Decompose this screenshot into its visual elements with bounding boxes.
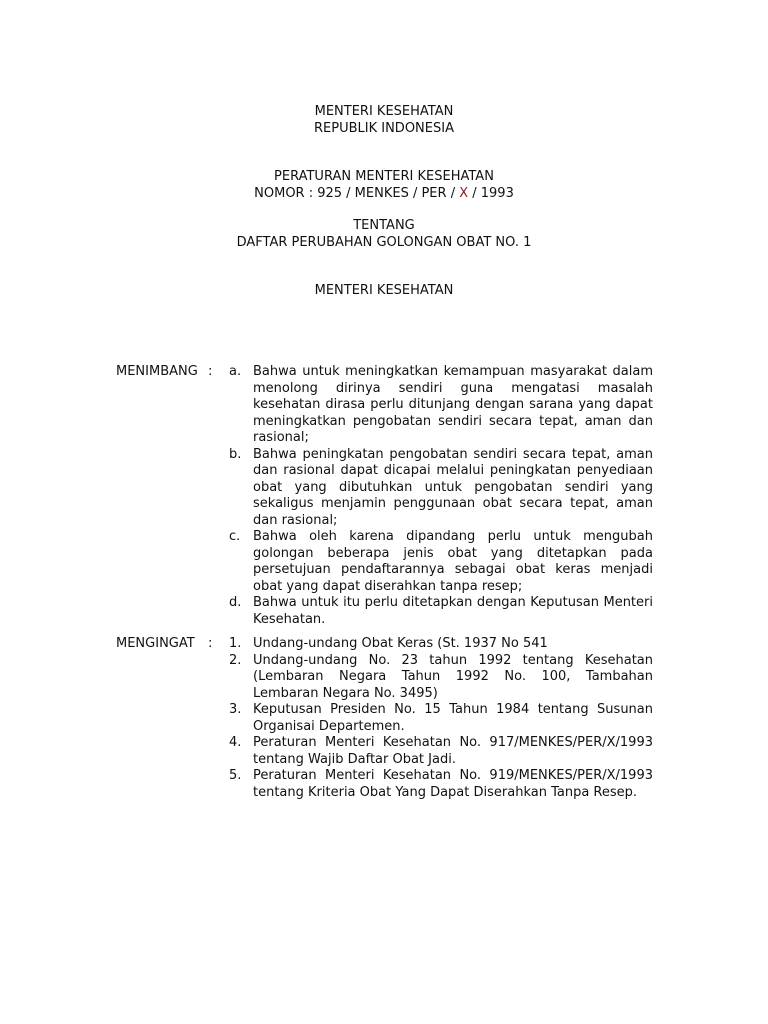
list-item-text: Bahwa untuk itu perlu ditetapkan dengan Keputusan Menteri Kesehatan. — [253, 595, 653, 627]
list-item-marker: 1. — [229, 636, 242, 651]
subject-heading — [0, 218, 768, 251]
ministry-title: MENTERI KESEHATAN — [314, 104, 454, 119]
about-label: TENTANG — [353, 218, 415, 233]
regulation-subject: DAFTAR PERUBAHAN GOLONGAN OBAT NO. 1 — [236, 234, 532, 250]
list-item — [229, 735, 653, 768]
menimbang-list — [229, 364, 653, 628]
menimbang-label: MENIMBANG — [116, 364, 198, 379]
regulation-heading — [0, 169, 768, 202]
regulation-number — [0, 186, 768, 203]
list-item-marker: d. — [229, 595, 242, 610]
mengingat-list — [229, 636, 653, 801]
list-item-text: Bahwa peningkatan pengobatan sendiri secara tepat, aman dan rasional dapat dicapai melalui peningkatan penyediaan obat yang dibutuhkan untuk pengobatan sendiri yang sekaligus menjamin penggunaan obat secara tepat, aman dan rasional; — [253, 446, 653, 528]
regulation-number-prefix: NOMOR : 925 / MENKES / PER / — [254, 185, 460, 201]
list-item-text: Keputusan Presiden No. 15 Tahun 1984 tentang Susunan Organisai Departemen. — [253, 702, 653, 734]
country-title: REPUBLIK INDONESIA — [314, 120, 454, 136]
list-item — [229, 702, 653, 735]
list-item — [229, 636, 653, 653]
mengingat-colon: : — [208, 636, 213, 651]
list-item-text: Peraturan Menteri Kesehatan No. 917/MENKES/PER/X/1993 tentang Wajib Daftar Obat Jadi. — [253, 735, 653, 767]
regulation-title: PERATURAN MENTERI KESEHATAN — [274, 169, 494, 184]
list-item-marker: c. — [229, 529, 241, 544]
list-item-marker: 4. — [229, 735, 242, 750]
list-item-text: Bahwa oleh karena dipandang perlu untuk mengubah golongan beberapa jenis obat yang ditetapkan pada persetujuan pendaftarannya sebagai obat keras menjadi obat yang dapat diserahkan tanpa resep; — [253, 529, 653, 594]
list-item-marker: 2. — [229, 652, 242, 668]
ministry-heading — [0, 104, 768, 137]
list-item-marker: 5. — [229, 768, 242, 783]
regulation-number-month: X — [459, 185, 469, 201]
menimbang-colon: : — [208, 364, 213, 379]
list-item-marker: 3. — [229, 702, 242, 717]
list-item — [229, 653, 653, 703]
list-item — [229, 595, 653, 628]
list-item — [229, 447, 653, 530]
issuer-heading — [0, 283, 768, 300]
list-item-marker: a. — [229, 364, 242, 379]
issuer-title: MENTERI KESEHATAN — [314, 283, 454, 298]
list-item — [229, 529, 653, 595]
list-item — [229, 768, 653, 801]
list-item-text: Undang-undang Obat Keras (St. 1937 No 541 — [253, 636, 548, 651]
mengingat-label: MENGINGAT — [116, 636, 195, 651]
list-item-text: Peraturan Menteri Kesehatan No. 919/MENKES/PER/X/1993 tentang Kriteria Obat Yang Dapat Diserahkan Tanpa Resep. — [253, 768, 653, 800]
list-item-text: Bahwa untuk meningkatkan kemampuan masyarakat dalam menolong dirinya sendiri guna mengatasi masalah kesehatan dirasa perlu ditunjang dengan sarana yang dapat meningkatkan pengobatan sendiri secara tepat, aman dan rasional; — [253, 364, 653, 445]
list-item-marker: b. — [229, 446, 242, 462]
regulation-number-year: / 1993 — [468, 185, 514, 201]
list-item — [229, 364, 653, 447]
list-item-text: Undang-undang No. 23 tahun 1992 tentang Kesehatan (Lembaran Negara Tahun 1992 No. 100, Tambahan Lembaran Negara No. 3495) — [253, 652, 653, 701]
